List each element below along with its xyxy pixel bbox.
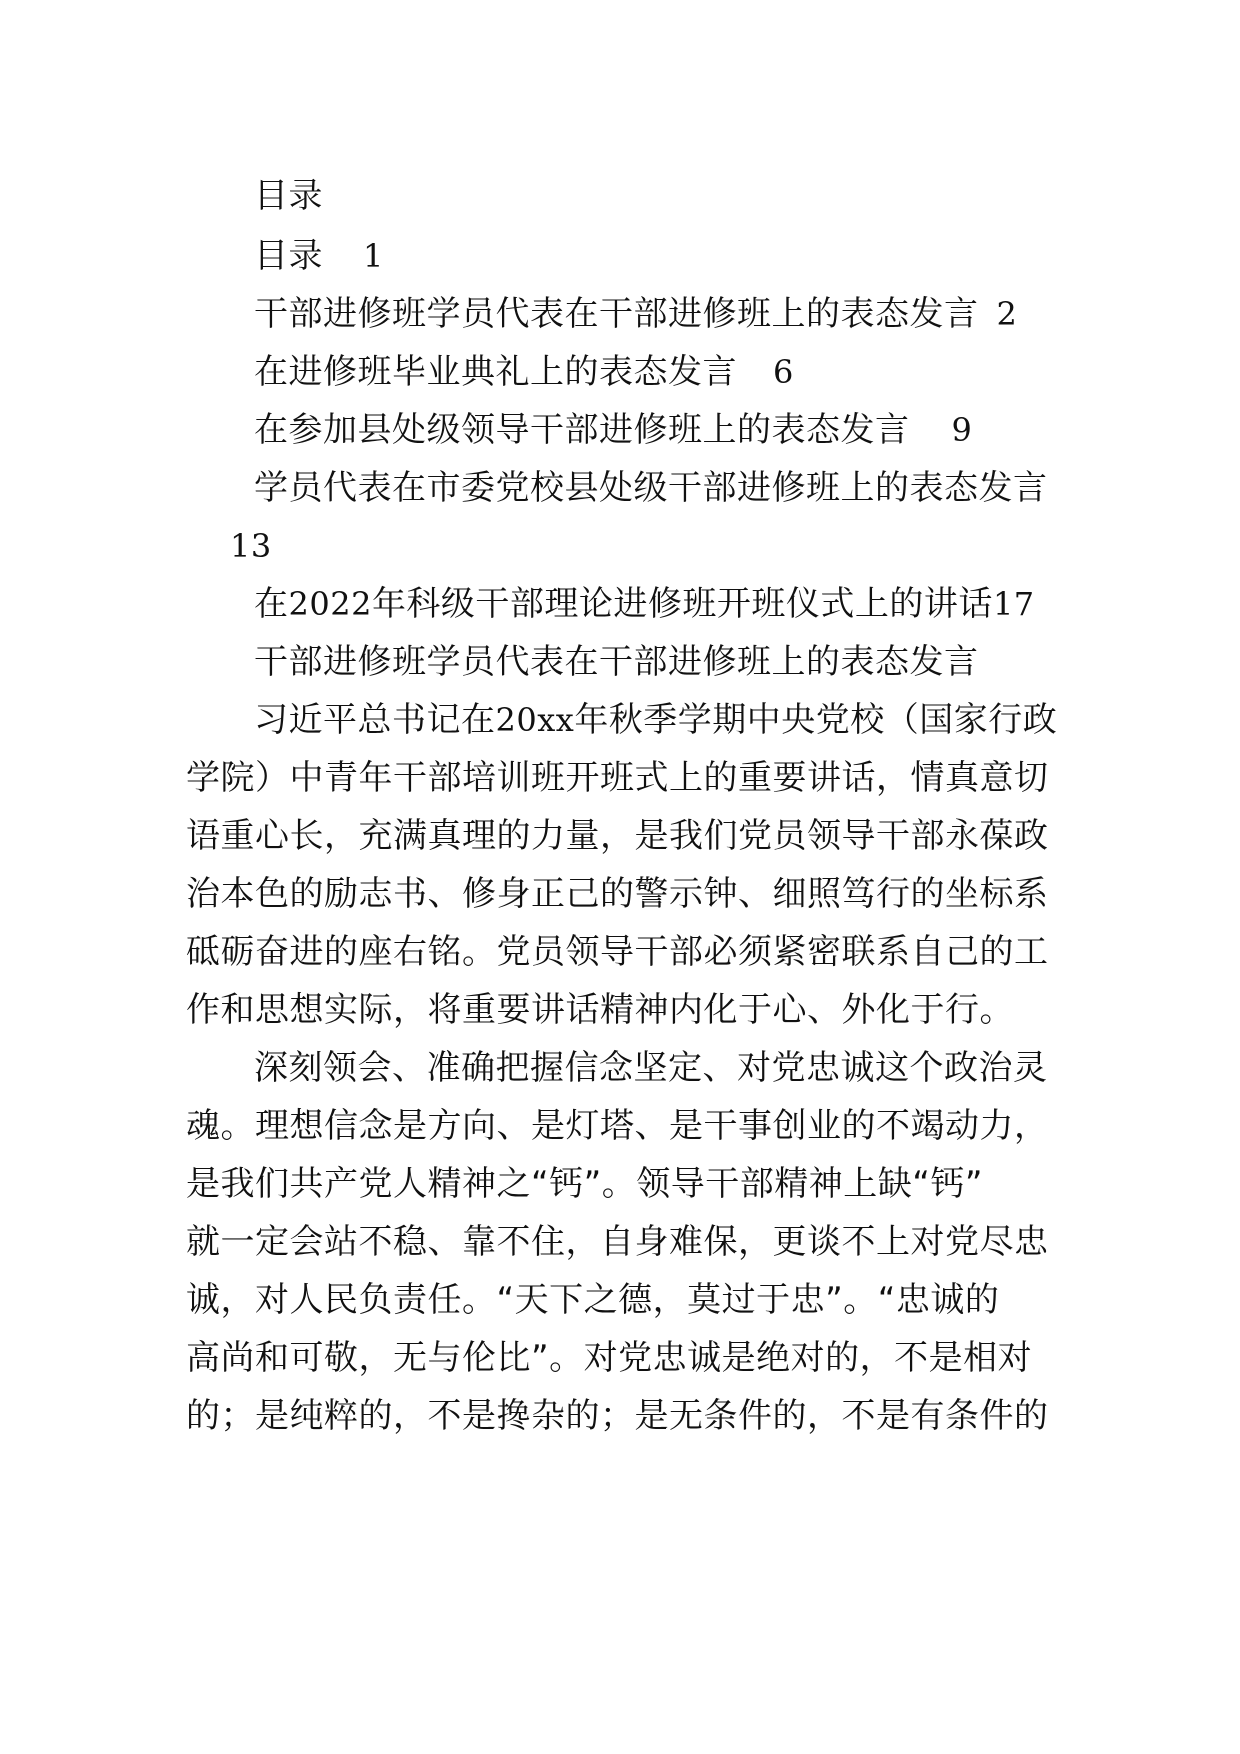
- toc-entry[interactable]: [254, 352, 794, 392]
- paragraph-line: 魂。理想信念是方向、是灯塔、是干事创业的不竭动力，: [186, 1106, 1049, 1146]
- toc-entry-title: 目录: [254, 236, 323, 276]
- paragraph-line: 是我们共产党人精神之“钙”。领导干部精神上缺“钙”: [186, 1164, 983, 1204]
- toc-entry-title: 学员代表在市委党校县处级干部进修班上的表态发言: [254, 468, 1048, 508]
- toc-heading: 目录: [254, 176, 323, 216]
- paragraph-line: 就一定会站不稳、靠不住，自身难保，更谈不上对党尽忠: [186, 1222, 1049, 1262]
- article-title: 干部进修班学员代表在干部进修班上的表态发言: [254, 642, 979, 682]
- paragraph-line: 治本色的励志书、修身正己的警示钟、细照笃行的坐标系: [186, 874, 1049, 914]
- toc-entry-page: 2: [996, 295, 1018, 333]
- toc-entry[interactable]: [254, 236, 384, 276]
- toc-entry[interactable]: [254, 584, 1035, 624]
- toc-entry[interactable]: [254, 294, 1017, 334]
- toc-entry-title-year: 2022: [288, 585, 372, 623]
- paragraph-line: 语重心长，充满真理的力量，是我们党员领导干部永葆政: [186, 816, 1049, 856]
- toc-entry-page: 13: [230, 527, 272, 565]
- paragraph-line: 砥砺奋进的座右铭。党员领导干部必须紧密联系自己的工: [186, 932, 1049, 972]
- toc-entry-title-post: 年科级干部理论进修班开班仪式上的讲话: [371, 584, 993, 624]
- paragraph-line: 习近平总书记在20xx年秋季学期中央党校（国家行政: [254, 700, 1058, 740]
- toc-entry-page: 17: [992, 585, 1035, 623]
- toc-entry-title: 在进修班毕业典礼上的表态发言: [254, 352, 737, 392]
- paragraph-line: 诚，对人民负责任。“天下之德，莫过于忠”。“忠诚的: [186, 1280, 1000, 1320]
- paragraph-line: 学院）中青年干部培训班开班式上的重要讲话，情真意切: [186, 758, 1049, 798]
- toc-entry[interactable]: [254, 468, 1048, 508]
- paragraph-line: 的；是纯粹的，不是搀杂的；是无条件的，不是有条件的: [186, 1396, 1049, 1436]
- toc-entry-page: 9: [951, 411, 973, 449]
- toc-entry-title: 在参加县处级领导干部进修班上的表态发言: [254, 410, 910, 450]
- toc-entry-page: 6: [773, 353, 794, 391]
- toc-entry-page: 1: [363, 237, 384, 275]
- toc-entry-title: 干部进修班学员代表在干部进修班上的表态发言: [254, 294, 979, 334]
- paragraph-line: 作和思想实际，将重要讲话精神内化于心、外化于行。: [186, 990, 1014, 1030]
- toc-entry[interactable]: [254, 410, 972, 450]
- paragraph-line: 深刻领会、准确把握信念坚定、对党忠诚这个政治灵: [254, 1048, 1048, 1088]
- paragraph-line: 高尚和可敬，无与伦比”。对党忠诚是绝对的，不是相对: [186, 1338, 1033, 1378]
- toc-entry-title-pre: 在: [254, 584, 289, 624]
